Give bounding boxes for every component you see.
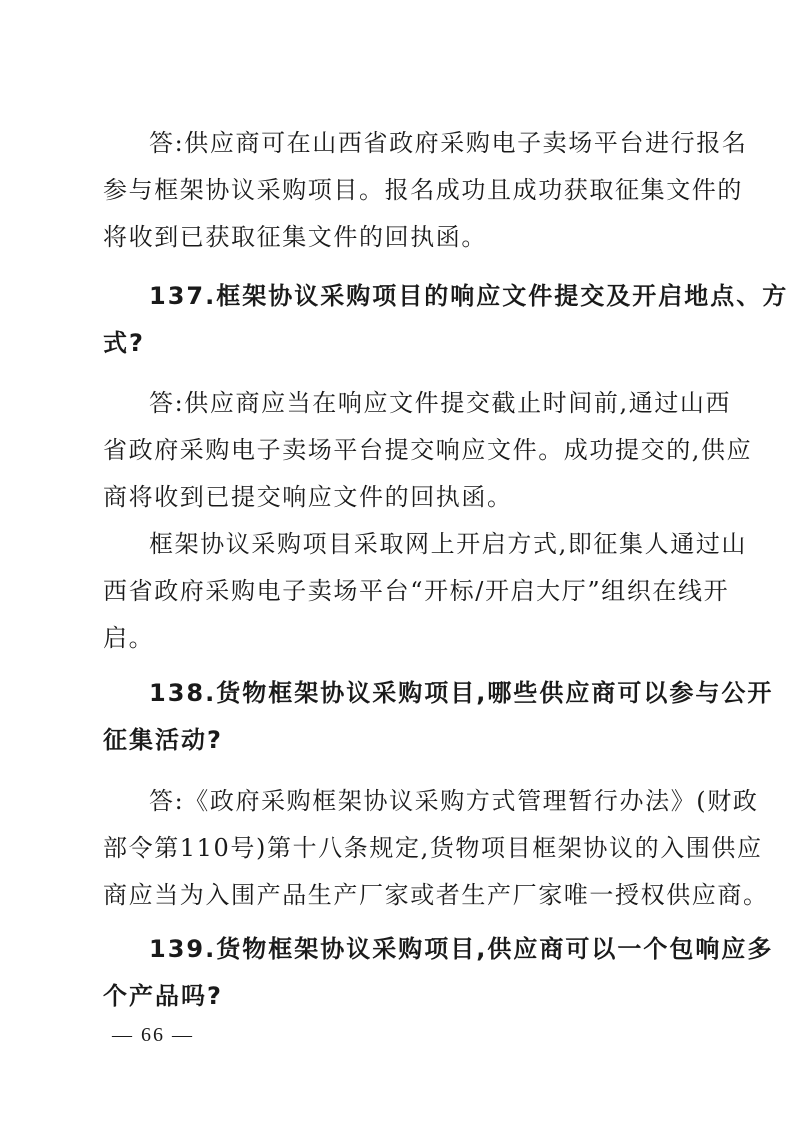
heading-line: 138.货物框架协议采购项目,哪些供应商可以参与公开 (149, 679, 774, 707)
text-line: 西省政府采购电子卖场平台“开标/开启大厅”组织在线开 (103, 577, 730, 605)
page-number: — 66 — (112, 1024, 194, 1046)
text-line: 参与框架协议采购项目。报名成功且成功获取征集文件的 (103, 176, 743, 204)
question-138-heading (103, 670, 774, 764)
text-line: 答:供应商可在山西省政府采购电子卖场平台进行报名 (149, 129, 748, 157)
heading-line: 征集活动? (103, 726, 223, 754)
answer-138-paragraph (103, 778, 769, 919)
text-line: 启。 (103, 624, 155, 652)
answer-137-paragraph-1 (103, 380, 753, 521)
text-line: 答:《政府采购框架协议采购方式管理暂行办法》(财政 (149, 787, 759, 815)
heading-line: 个产品吗? (103, 982, 223, 1010)
question-137-heading (103, 273, 789, 367)
heading-line: 139.货物框架协议采购项目,供应商可以一个包响应多 (149, 935, 774, 963)
text-line: 省政府采购电子卖场平台提交响应文件。成功提交的,供应 (103, 436, 753, 464)
question-139-heading (103, 926, 774, 1020)
text-line: 商将收到已提交响应文件的回执函。 (103, 483, 513, 511)
text-line: 商应当为入围产品生产厂家或者生产厂家唯一授权供应商。 (103, 881, 769, 909)
text-line: 框架协议采购项目采取网上开启方式,即征集人通过山 (149, 530, 748, 558)
answer-137-paragraph-2 (103, 521, 748, 662)
heading-line: 式? (103, 329, 145, 357)
text-line: 部令第110号)第十八条规定,货物项目框架协议的入围供应 (103, 834, 763, 862)
text-line: 将收到已获取征集文件的回执函。 (103, 223, 487, 251)
text-line: 答:供应商应当在响应文件提交截止时间前,通过山西 (149, 389, 732, 417)
answer-136-paragraph (103, 120, 748, 261)
heading-line: 137.框架协议采购项目的响应文件提交及开启地点、方 (149, 282, 789, 310)
